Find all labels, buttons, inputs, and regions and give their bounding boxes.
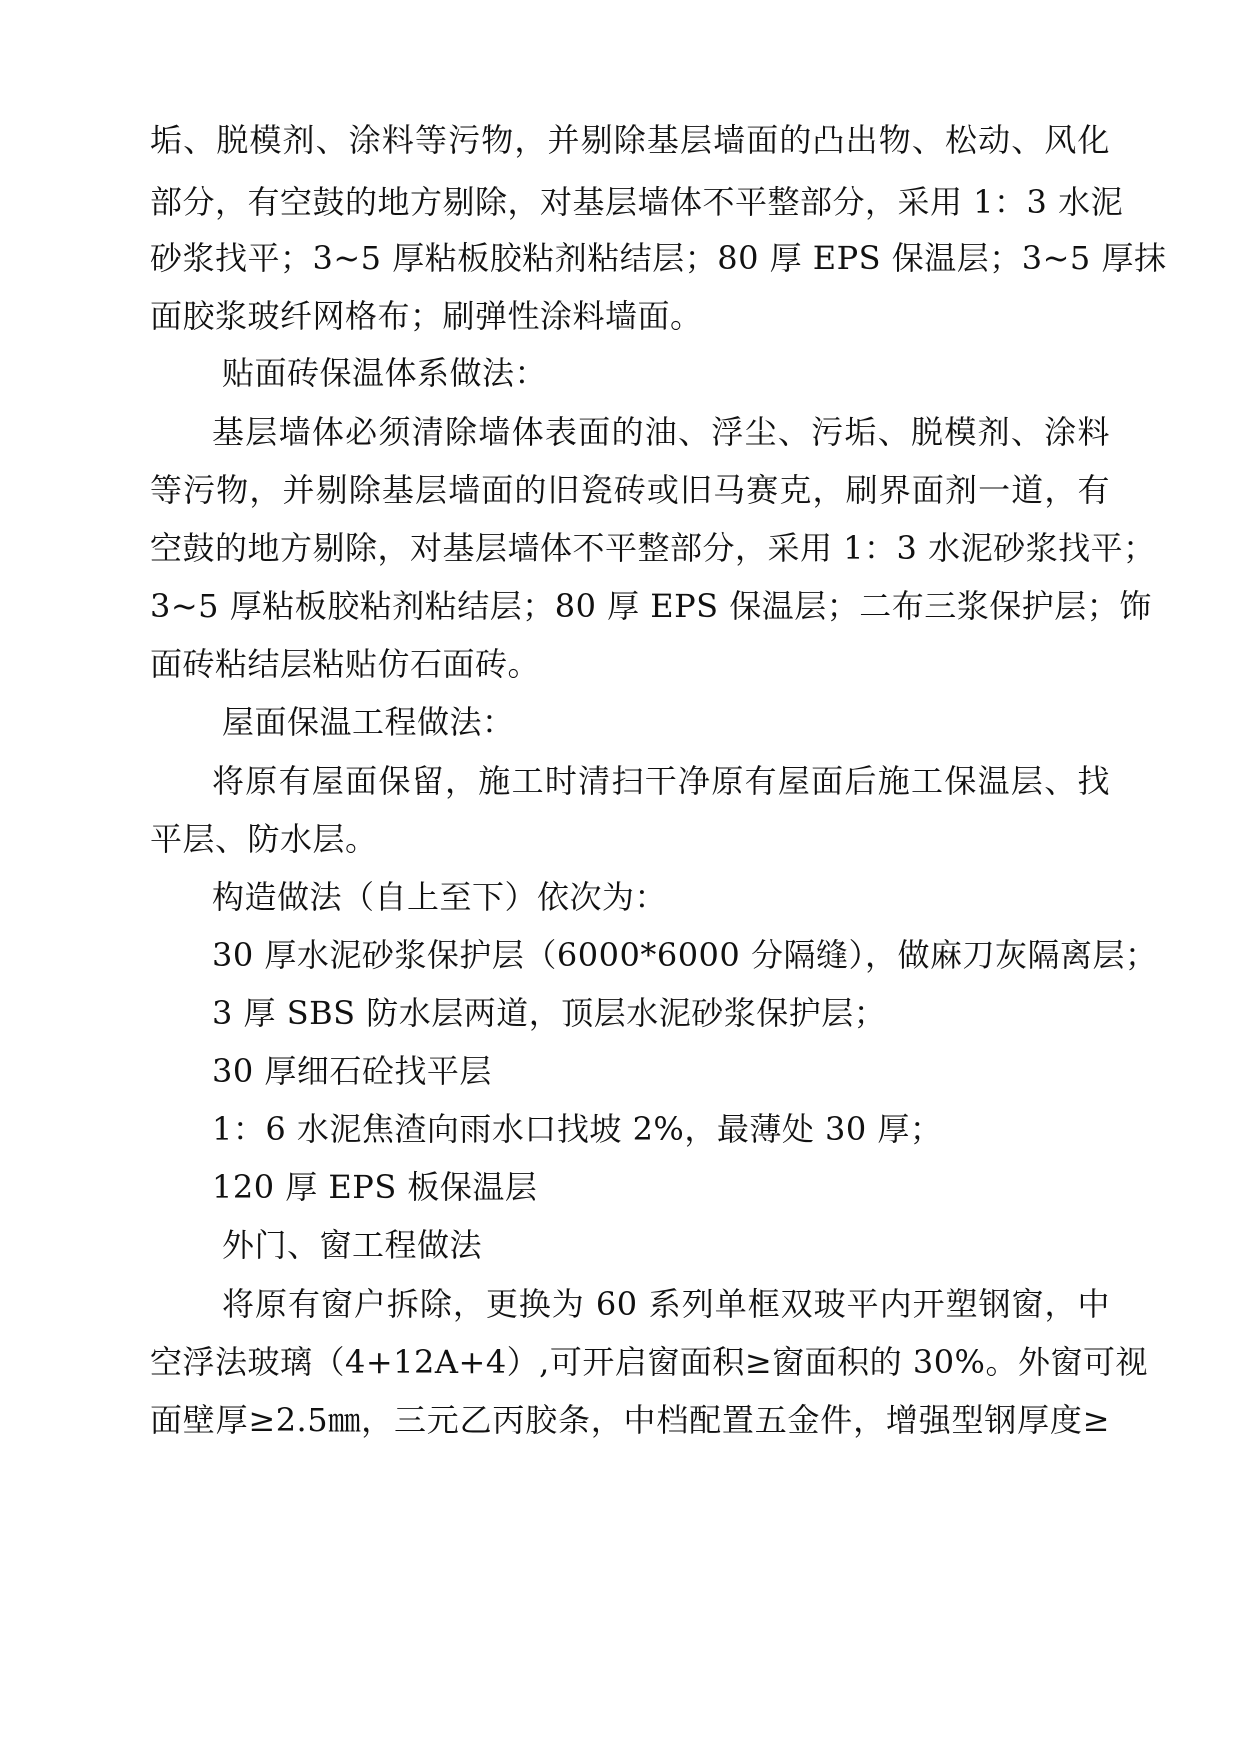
paragraph-line: 3~5 厚粘板胶粘剂粘结层；80 厚 EPS 保温层；二布三浆保护层；饰 [150, 587, 1152, 625]
paragraph-line: 基层墙体必须清除墙体表面的油、浮尘、污垢、脱模剂、涂料 [212, 413, 1110, 451]
list-item: 30 厚水泥砂浆保护层（6000*6000 分隔缝），做麻刀灰隔离层； [212, 936, 1158, 974]
list-item: 1：6 水泥焦渣向雨水口找坡 2%，最薄处 30 厚； [212, 1110, 943, 1148]
paragraph-line: 垢、脱模剂、涂料等污物，并剔除基层墙面的凸出物、松动、风化 [150, 121, 1110, 159]
list-item: 3 厚 SBS 防水层两道，顶层水泥砂浆保护层； [212, 994, 887, 1032]
section-heading: 外门、窗工程做法 [222, 1226, 483, 1264]
paragraph-line: 面砖粘结层粘贴仿石面砖。 [150, 645, 541, 683]
paragraph-line: 砂浆找平；3~5 厚粘板胶粘剂粘结层；80 厚 EPS 保温层；3~5 厚抹 [150, 239, 1167, 277]
paragraph-line: 将原有窗户拆除，更换为 60 系列单框双玻平内开塑钢窗，中 [222, 1285, 1110, 1323]
paragraph-line: 平层、防水层。 [150, 820, 378, 858]
paragraph-line: 将原有屋面保留，施工时清扫干净原有屋面后施工保温层、找 [212, 762, 1110, 800]
paragraph-line: 构造做法（自上至下）依次为： [212, 878, 668, 916]
paragraph-line: 面胶浆玻纤网格布；刷弹性涂料墙面。 [150, 297, 703, 335]
section-heading: 贴面砖保温体系做法： [222, 354, 548, 392]
paragraph-line: 面壁厚≥2.5㎜，三元乙丙胶条，中档配置五金件，增强型钢厚度≥ [150, 1401, 1110, 1439]
list-item: 30 厚细石砼找平层 [212, 1052, 492, 1090]
section-heading: 屋面保温工程做法： [222, 703, 515, 741]
paragraph-line: 空浮法玻璃（4+12A+4）,可开启窗面积≥窗面积的 30%。外窗可视 [150, 1343, 1148, 1381]
list-item: 120 厚 EPS 板保温层 [212, 1168, 538, 1206]
paragraph-line: 部分，有空鼓的地方剔除，对基层墙体不平整部分，采用 1：3 水泥 [150, 183, 1124, 221]
paragraph-line: 等污物，并剔除基层墙面的旧瓷砖或旧马赛克，刷界面剂一道，有 [150, 471, 1110, 509]
paragraph-line: 空鼓的地方剔除，对基层墙体不平整部分，采用 1：3 水泥砂浆找平； [150, 529, 1156, 567]
